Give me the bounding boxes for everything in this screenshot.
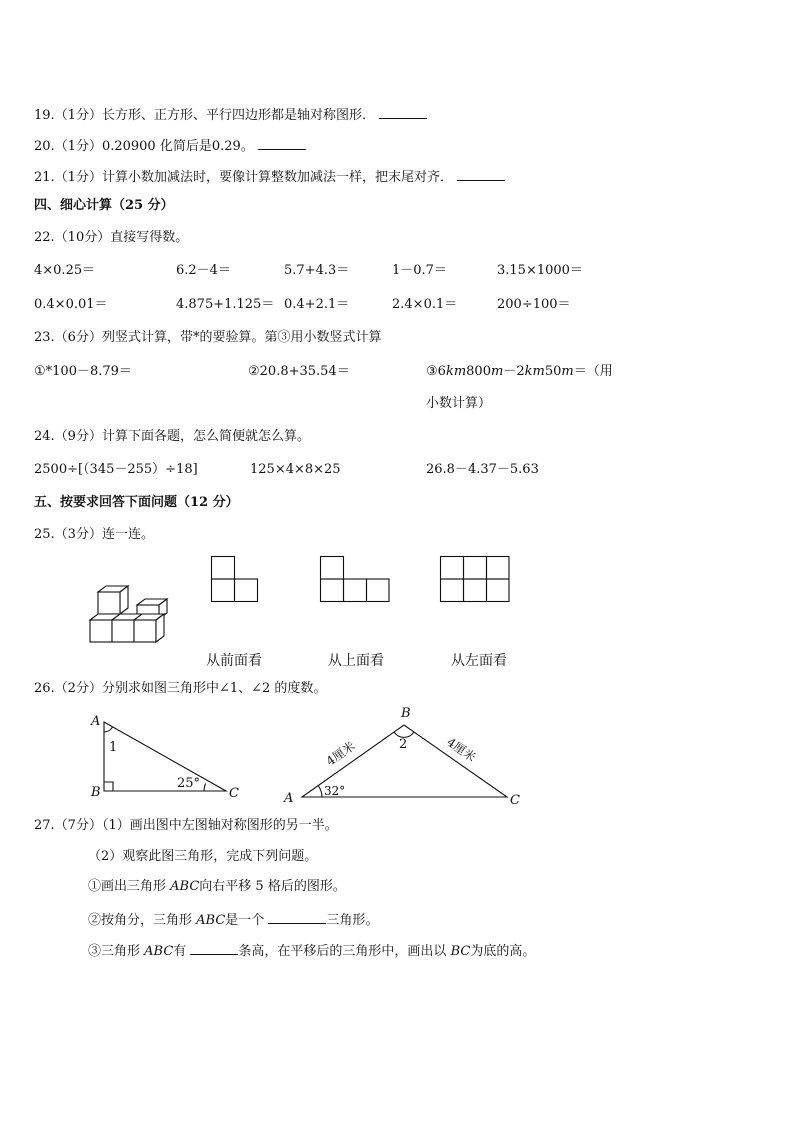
question-25: 25.（3分）连一连。 (34, 527, 154, 542)
view-label-top: 从上面看 (328, 653, 384, 669)
section-4-title: 四、细心计算（25 分） (34, 198, 174, 213)
vertical-calc-2: ②20.8+35.54＝ (248, 364, 350, 379)
side-length-left: 4厘米 (323, 738, 358, 769)
vertex-label-c: C (510, 793, 520, 808)
angle-label-2: 2 (399, 737, 408, 752)
answer-blank[interactable] (268, 909, 326, 924)
calc-item: 6.2－4＝ (176, 263, 231, 278)
question-27: 27.（7分）（1）画出图中左图轴对称图形的另一半。 (34, 818, 338, 833)
vertex-label-b: B (91, 785, 101, 800)
answer-blank[interactable] (457, 166, 505, 181)
expression-1: 2500÷[（345－255）÷18] (34, 462, 198, 477)
answer-blank[interactable] (190, 940, 238, 955)
view-shape-2 (320, 556, 390, 602)
angle-label-1: 1 (109, 740, 118, 755)
vertex-label-a: A (91, 714, 101, 729)
question-27-part-2: （2）观察此图三角形，完成下列问题。 (88, 849, 318, 864)
question-26: 26.（2分）分别求如图三角形中∠1、∠2 的度数。 (34, 681, 327, 696)
question-19: 19.（1分）长方形、正方形、平行四边形都是轴对称图形． (34, 104, 427, 125)
calc-item: 0.4×0.01＝ (34, 297, 108, 312)
view-shape-1 (211, 556, 259, 602)
view-label-left: 从左面看 (451, 653, 507, 669)
vertex-label-c: C (229, 786, 239, 801)
question-27-step-1: ①画出三角形 ABC向右平移 5 格后的图形。 (88, 879, 346, 894)
section-5-title: 五、按要求回答下面问题（12 分） (34, 495, 239, 510)
question-23: 23.（6分）列竖式计算，带*的要验算。第③用小数竖式计算 (34, 330, 382, 345)
isosceles-triangle-figure (280, 704, 540, 808)
answer-blank[interactable] (379, 104, 427, 119)
vertical-calc-1: ①*100－8.79＝ (34, 364, 132, 379)
question-27-step-3: ③三角形 ABC有 条高，在平移后的三角形中，画出以 BC为底的高。 (88, 940, 535, 961)
vertical-calc-3-cont: 小数计算） (426, 396, 492, 411)
vertex-label-b: B (401, 706, 411, 721)
calc-item: 0.4+2.1＝ (284, 297, 350, 312)
expression-2: 125×4×8×25 (250, 462, 341, 477)
answer-blank[interactable] (258, 135, 306, 150)
view-shape-3 (440, 556, 510, 602)
calc-item: 200÷100＝ (497, 297, 571, 312)
expression-3: 26.8－4.37－5.63 (426, 462, 539, 477)
question-22: 22.（10分）直接写得数。 (34, 230, 189, 245)
vertical-calc-3: ③6km800m－2km50m＝（用 (426, 364, 613, 379)
vertex-label-a: A (284, 791, 294, 806)
cube-stack-figure (88, 586, 188, 648)
calc-item: 3.15×1000＝ (497, 263, 583, 278)
calc-item: 4×0.25＝ (34, 263, 96, 278)
right-triangle-figure (88, 710, 248, 806)
question-24: 24.（9分）计算下面各题，怎么简便就怎么算。 (34, 429, 310, 444)
angle-value: 32° (324, 784, 346, 798)
view-label-front: 从前面看 (206, 653, 262, 669)
side-length-right: 4厘米 (444, 734, 479, 765)
calc-item: 2.4×0.1＝ (392, 297, 458, 312)
calc-item: 5.7+4.3＝ (284, 263, 350, 278)
calc-item: 1－0.7＝ (392, 263, 447, 278)
question-27-step-2: ②按角分，三角形 ABC是一个 三角形。 (88, 909, 378, 930)
angle-value: 25° (177, 776, 201, 791)
question-20: 20.（1分）0.20900 化简后是0.29。 (34, 135, 306, 156)
calc-item: 4.875+1.125＝ (176, 297, 275, 312)
question-21: 21.（1分）计算小数加减法时，要像计算整数加减法一样，把末尾对齐． (34, 166, 505, 187)
